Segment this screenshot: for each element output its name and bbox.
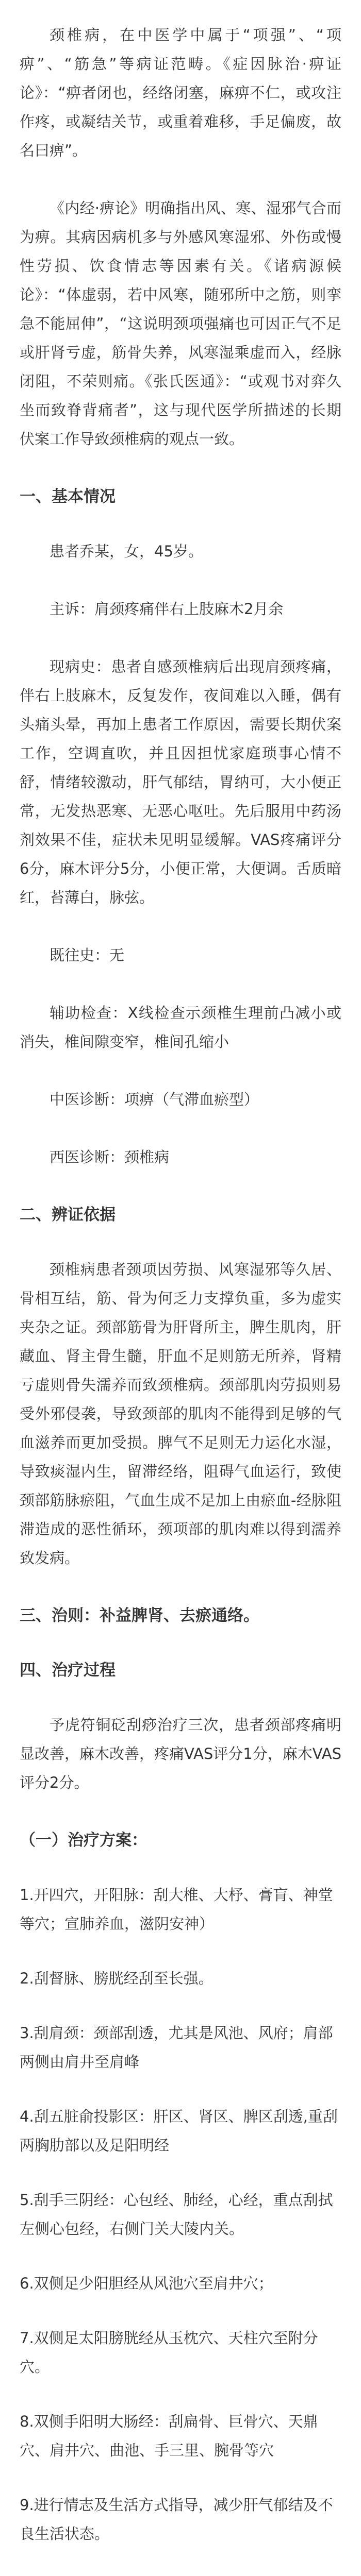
treatment-item: 2.刮督脉、膀胱经刮至长强。 xyxy=(20,1970,214,1987)
section-heading-treatment-rule: 三、治则：补益脾肾、去瘀通络。 xyxy=(20,1606,259,1625)
chief-complaint: 主诉：肩颈疼痛伴右上肢麻木2月余 xyxy=(50,600,284,618)
treatment-item: 6.双侧足少阳胆经从风池穴至肩井穴； xyxy=(20,2275,273,2292)
process-intro: 予虎符铜砭刮痧治疗三次，患者颈部疼痛明显改善，麻木改善，疼痛VAS评分1分，麻木VAS评分2分。 xyxy=(20,1716,341,1791)
treatment-item: 5.刮手三阴经：心包经、肺经，心经，重点刮拭左侧心包经，右侧门关大陵内关。 xyxy=(20,2191,333,2238)
dialectic-paragraph: 颈椎病患者颈项因劳损、风寒湿邪等久居、骨相互结，筋、骨为何乏力支撑负重，多为虚实夹杂之证。颈部筋骨为肝肾所主，脾生肌肉，肝藏血、肾主骨生髓，肝血不足则筋无所养，肾精亏虚则骨失濡养而致颈椎病。颈部肌肉劳损则易受外邪侵袭，导致颈部的肌肉不能得到足够的气血滋养而更加受损。脾气不足则无力运化水湿，导致痰湿内生，留滞经络，阻碍气血运行，致使颈部筋脉瘀阻，气血生成不足加上由瘀血-经脉阻滞造成的恶性循环，颈项部的肌肉难以得到濡养致发病。 xyxy=(20,1261,341,1567)
western-diagnosis: 西医诊断：颈椎病 xyxy=(50,1148,170,1166)
patient-info: 患者乔某，女，45岁。 xyxy=(50,543,203,560)
treatment-item: 8.双侧手阳明大肠经：刮扁骨、巨骨穴、天鼎穴、肩井穴、曲池、手三里、腕骨等穴 xyxy=(20,2413,318,2459)
treatment-item: 7.双侧足太阳膀胱经从玉枕穴、天柱穴至附分穴。 xyxy=(20,2329,318,2376)
section-heading-process: 四、治疗过程 xyxy=(20,1661,116,1680)
present-history: 现病史：患者自感颈椎病后出现肩颈疼痛，伴右上肢麻木，反复发作，夜间难以入睡，偶有头痛头晕，再加上患者工作原因，需要长期伏案工作，空调直吹，并且因担忧家庭琐事心情不舒，情绪较激动，肝气郁结，胃纳可，大小便正常，无发热恶寒、无恶心呕吐。先后服用中药汤剂效果不佳，症状未见明显缓解。VAS疼痛评分6分，麻木评分5分，小便正常，大便调。舌质暗红，苔薄白，脉弦。 xyxy=(20,658,341,906)
treatment-item: 9.进行情志及生活方式指导，减少肝气郁结及不良生活状态。 xyxy=(20,2496,333,2543)
treatment-item: 1.开四穴，开阳脉：刮大椎、大杼、膏肓、神堂等穴；宣肺养血，滋阴安神） xyxy=(20,1886,333,1933)
treatment-item: 3.刮肩颈：颈部刮透，尤其是风池、风府；肩部两侧由肩井至肩峰 xyxy=(20,2024,333,2071)
auxiliary-exam: 辅助检查：X线检查示颈椎生理前凸减小或消失，椎间隙变窄，椎间孔缩小 xyxy=(20,1004,341,1050)
past-history: 既往史：无 xyxy=(50,946,125,964)
effect-heading xyxy=(20,2574,341,2576)
intro-paragraph: 颈椎病，在中医学中属于“项强”、“项痹”、“筋急”等病证范畴。《症因脉治·痹证论》：“痹者闭也，经络闭塞，麻痹不仁，或攻注作疼，或凝结关节，或重着难移，手足偏废，故名曰痹”。 xyxy=(20,26,341,159)
tcm-diagnosis: 中医诊断：项痹（气滞血瘀型） xyxy=(50,1091,259,1108)
intro-paragraph: 《内经·痹论》明确指出风、寒、湿邪气合而为痹。其病因病机多与外感风寒湿邪、外伤或慢性劳损、饮食情志等因素有关。《诸病源候论》：“体虚弱，若中风寒，随邪所中之筋，则挛急不能屈伸”，“这说明颈项强痛也可因正气不足或肝肾亏虚，筋骨失养，风寒湿乘虚而入，经脉闭阻，不荣则痛。《张氏医通》：“或观书对弈久坐而致脊背痛者”，这与现代医学所描述的长期伏案工作导致颈椎病的观点一致。 xyxy=(20,199,341,448)
section-heading-basic: 一、基本情况 xyxy=(20,487,116,506)
treatment-plan-heading: （一）治疗方案： xyxy=(20,1831,147,1850)
section-heading-dialectic: 二、辨证依据 xyxy=(20,1206,116,1224)
treatment-item: 4.刮五脏俞投影区：肝区、肾区、脾区刮透,重刮两胸肋部以及足阳明经 xyxy=(20,2108,338,2154)
